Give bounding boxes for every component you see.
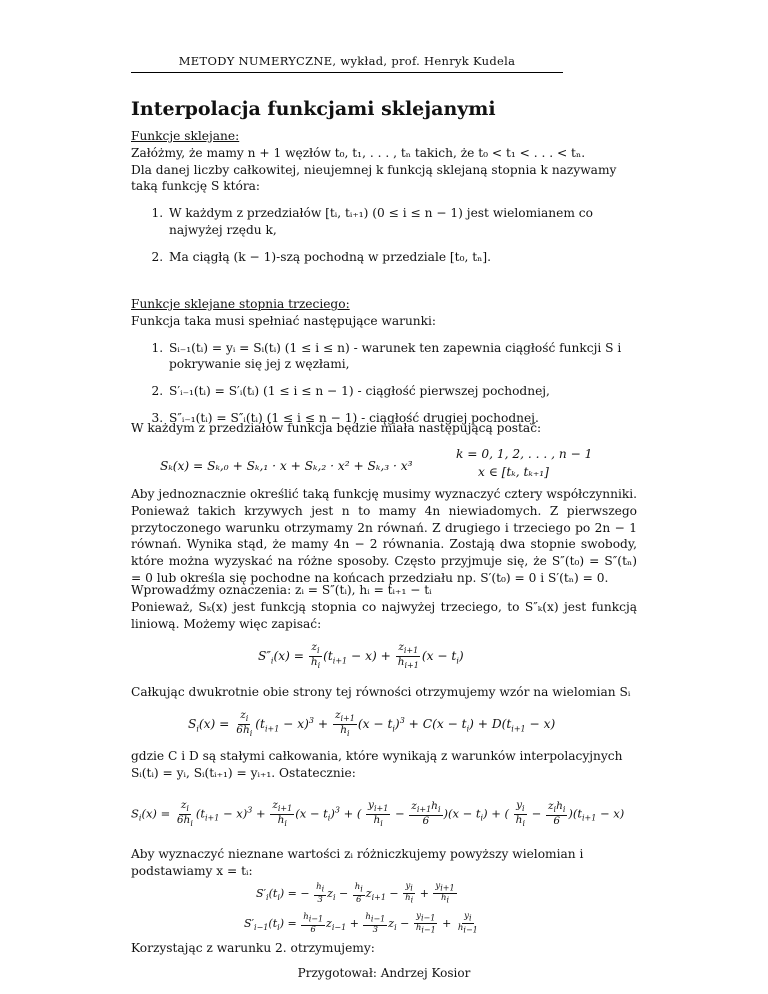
fraction: $\frac{z_{i+1}}{h_{i+1}}$ [397, 641, 419, 670]
section-heading: Funkcje sklejane stopnia trzeciego: [131, 297, 350, 311]
paragraph: Wprowadźmy oznaczenia: zᵢ = S″(tᵢ), hᵢ = tᵢ₊₁ − tᵢ [131, 583, 432, 597]
fraction: $\frac{z_i}{h_i}$ [310, 641, 321, 670]
list-item: 2. S′ᵢ₋₁(tᵢ) = S′ᵢ(tᵢ) (1 ≤ i ≤ n − 1) - ciągłość pierwszej pochodnej, [167, 383, 637, 400]
list-item: 2. Ma ciągłą (k − 1)-szą pochodną w przedziale [t₀, tₙ]. [167, 249, 637, 266]
fraction: $\frac{z_i}{6h_i}$ [176, 799, 193, 828]
header-rule [131, 72, 563, 73]
paragraph: Funkcja taka musi spełniać następujące warunki: [131, 313, 437, 328]
paragraph: Dla danej liczby całkowitej, nieujemnej k funkcją sklejaną stopnia k nazywamy taką funkcję S która: [131, 162, 617, 194]
fraction: $\frac{z_{i+1}}{h_i}$ [272, 799, 293, 828]
page-footer: Przygotował: Andrzej Kosior [297, 966, 471, 980]
fraction: $\frac{z_{i+1}h_i}{6}$ [411, 800, 441, 828]
equation-second-derivative: $S''_i(x)$ = $\frac{z_i}{h_i}$ $(t_{i+1} - x)$ + $\frac{z_{i+1}}{h_{i+1}}$ $(x - t_i)$ [258, 641, 464, 670]
paragraph: Aby wyznaczyć nieznane wartości zᵢ różniczkujemy powyższy wielomian i podstawiamy x = tᵢ: [131, 847, 584, 878]
equation-si-final: $S_i(x)$ = $\frac{z_i}{6h_i}$ $(t_{i+1} - x)^3$ + $\frac{z_{i+1}}{h_i}$ $(x - t_i)^3$ + ( $\frac{y_{i+1}}{h_i}$ − $\frac{z_{i+1}h_i}{6}$ )$(x - t_i)$ + ( $\frac{y_i}{h_i}$ − $\frac{z_ih_i}{6}$ )$(t_{i+1} - x)$ [131, 799, 625, 828]
page-header: METODY NUMERYCZNE, wykład, prof. Henryk Kudela [178, 54, 516, 68]
paragraph: Aby jednoznacznie określić taką funkcję musimy wyznaczyć cztery współczynniki. Ponieważ takich krzywych jest n to mamy 4n niewiadomych. Z pierwszego przytoczonego warunku otrzymamy 2n równań. Z drugiego i trzeciego po 2n − 1 równań. Wynika stąd, że mamy 4n − 2 równania. Zostają dwa stopnie swobody, które można wyzyskać na różne sposoby. Często przyjmuje się, że S″(t₀) = S″(tₙ) = 0 lub określa się pochodne na końcach przedziału np. S′(t₀) = 0 i S′(tₙ) = 0. [131, 487, 637, 586]
equation-sk-condition: x ∈ [tₖ, tₖ₊₁] [478, 465, 549, 479]
fraction: $\frac{z_i}{6h_i}$ [236, 709, 253, 738]
conditions-list [131, 340, 637, 427]
fraction: $\frac{y_{i+1}}{h_i}$ [368, 799, 389, 828]
paragraph: Korzystając z warunku 2. otrzymujemy: [131, 941, 375, 955]
paragraph: Ponieważ, Sₖ(x) jest funkcją stopnia co najwyżej trzeciego, to S″ₖ(x) jest funkcją liniową. Możemy więc zapisać: [131, 600, 637, 631]
fraction: $\frac{z_{i+1}}{h_i}$ [334, 709, 355, 738]
fraction: $\frac{h_{i-1}}{3}$ [365, 912, 386, 935]
equation-sk: Sₖ(x) = Sₖ,₀ + Sₖ,₁ · x + Sₖ,₂ · x² + Sₖ,₃ · x³ [160, 459, 413, 473]
page-title: Interpolacja funkcjami sklejanymi [131, 98, 496, 120]
fraction: $\frac{h_i}{3}$ [316, 882, 325, 905]
fraction: $\frac{y_i}{h_i}$ [515, 799, 525, 828]
conditions-list [131, 205, 637, 265]
fraction: $\frac{y_i}{h_i}$ [405, 881, 414, 906]
equation-si-general: $S_i(x)$ = $\frac{z_i}{6h_i}$ $(t_{i+1} - x)^3$ + $\frac{z_{i+1}}{h_i}$ $(x - t_i)^3 + C(x - t_i) + D(t_{i+1} - x)$ [188, 709, 556, 738]
equation-derivative-i: $S'_i(t_i)$ = − $\frac{h_i}{3}$ $z_i$ − $\frac{h_i}{6}$ $z_{i+1}$ − $\frac{y_i}{h_i}$ + $\frac{y_{i+1}}{h_i}$ [256, 881, 455, 906]
list-item: 1. W każdym z przedziałów [tᵢ, tᵢ₊₁) (0 ≤ i ≤ n − 1) jest wielomianem co najwyżej rzędu k, [167, 205, 637, 239]
fraction: $\frac{h_i}{6}$ [354, 882, 363, 905]
section-splines [131, 128, 637, 276]
section-heading: Funkcje sklejane: [131, 129, 240, 143]
fraction: $\frac{z_ih_i}{6}$ [547, 800, 566, 828]
paragraph: W każdym z przedziałów funkcja będzie miała następującą postać: [131, 421, 542, 435]
fraction: $\frac{y_{i-1}}{h_{i-1}}$ [415, 911, 436, 936]
list-item: 3. S″ᵢ₋₁(tᵢ) = S″ᵢ(tᵢ) (1 ≤ i ≤ n − 1) - ciągłość drugiej pochodnej. [167, 410, 637, 427]
paragraph: Załóżmy, że mamy n + 1 węzłów t₀, t₁, . . . , tₙ takich, że t₀ < t₁ < . . . < tₙ. [131, 145, 586, 160]
equation-sk-condition: k = 0, 1, 2, . . . , n − 1 [456, 447, 593, 461]
fraction: $\frac{y_i}{h_{i-1}}$ [457, 911, 478, 936]
list-item: 1. Sᵢ₋₁(tᵢ) = yᵢ = Sᵢ(tᵢ) (1 ≤ i ≤ n) - warunek ten zapewnia ciągłość funkcji S i pokrywanie się jej z węzłami, [167, 340, 637, 374]
section-cubic [131, 296, 637, 437]
fraction: $\frac{h_{i-1}}{6}$ [303, 912, 324, 935]
paragraph: gdzie C i D są stałymi całkowania, które wynikają z warunków interpolacyjnych Sᵢ(tᵢ) = yᵢ, Sᵢ(tᵢ₊₁) = yᵢ₊₁. Ostatecznie: [131, 749, 623, 780]
paragraph: Całkując dwukrotnie obie strony tej równości otrzymujemy wzór na wielomian Sᵢ [131, 685, 631, 699]
fraction: $\frac{y_{i+1}}{h_i}$ [435, 881, 455, 906]
equation-derivative-i-minus-1: $S'_{i-1}(t_i)$ = $\frac{h_{i-1}}{6}$ $z_{i-1}$ + $\frac{h_{i-1}}{3}$ $z_i$ − $\frac{y_{i-1}}{h_{i-1}}$ + $\frac{y_i}{h_{i-1}}$ [244, 911, 478, 936]
